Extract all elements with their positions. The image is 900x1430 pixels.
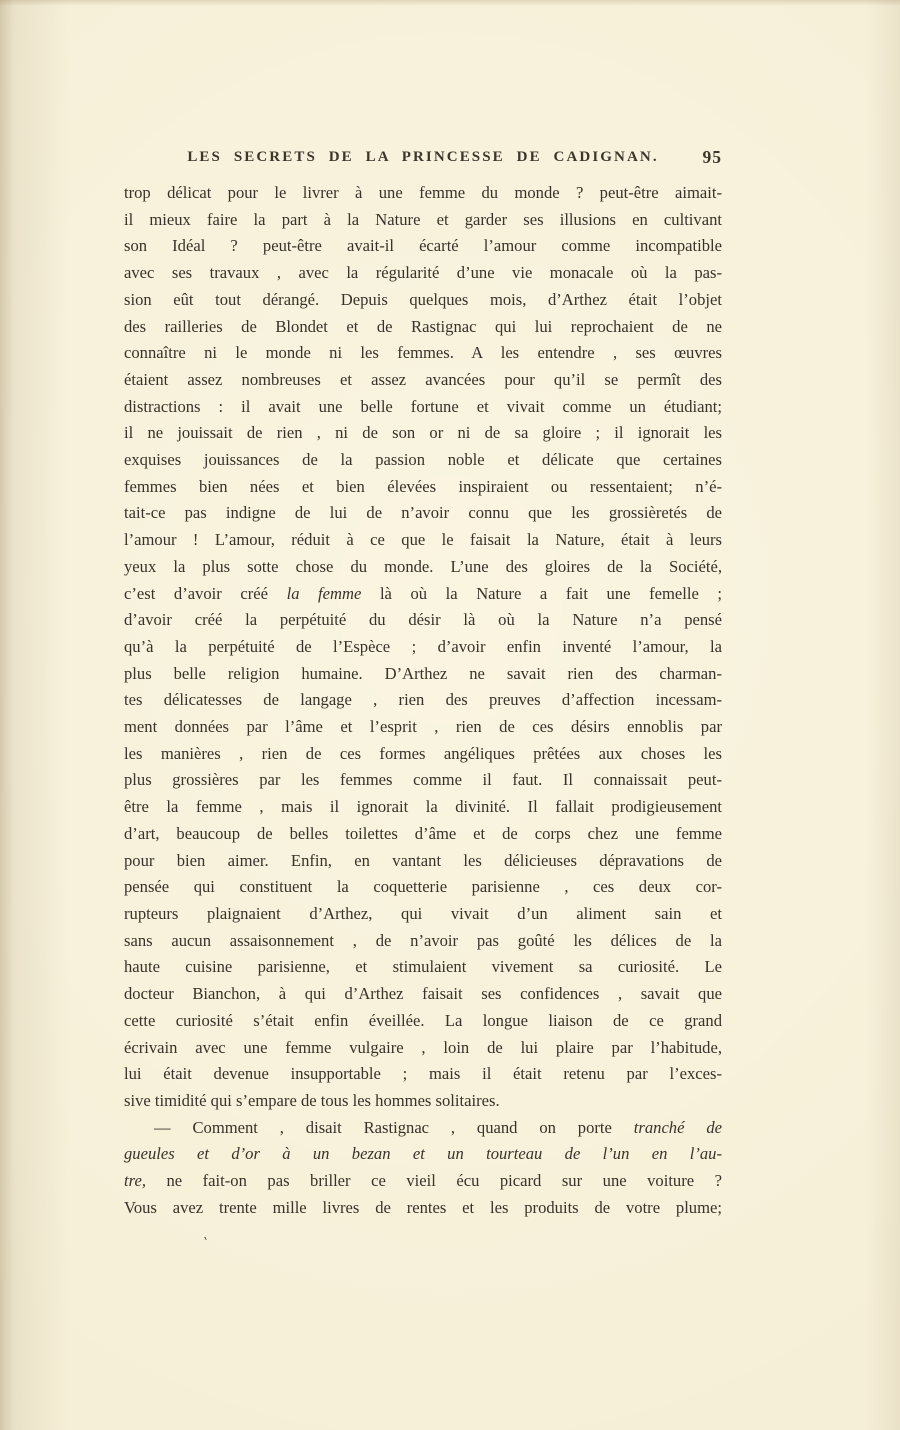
italic-text-segment: tranché de [633, 1117, 722, 1137]
text-segment: tes délicatesses de langage , rien des preuves d’affection incessam- [124, 690, 722, 710]
running-title: LES SECRETS DE LA PRINCESSE DE CADIGNAN. [187, 149, 659, 165]
text-segment: tait-ce pas indigne de lui de n’avoir connu que les grossièretés de [124, 503, 722, 523]
text-line [124, 821, 722, 848]
text-segment: distractions : il avait une belle fortune et vivait comme un étudiant; [124, 396, 722, 416]
text-line [124, 1008, 722, 1035]
text-segment: pensée qui constituent la coquetterie parisienne , ces deux cor- [124, 877, 722, 897]
text-line [124, 1141, 722, 1168]
text-line [124, 447, 722, 474]
text-line [124, 767, 722, 794]
text-line [124, 741, 722, 768]
text-segment: pour bien aimer. Enfin, en vantant les délicieuses dépravations de [124, 850, 722, 870]
text-line [124, 794, 722, 821]
text-segment: femmes bien nées et bien élevées inspiraient ou ressentaient; n’é- [124, 476, 722, 496]
text-line [124, 1195, 722, 1222]
text-segment: il mieux faire la part à la Nature et garder ses illusions en cultivant [124, 209, 722, 229]
text-line [124, 848, 722, 875]
text-segment: — Comment , disait Rastignac , quand on porte [154, 1117, 634, 1137]
text-segment: haute cuisine parisienne, et stimulaient vivement sa curiosité. Le [124, 957, 722, 977]
text-line [124, 928, 722, 955]
text-segment: trop délicat pour le livrer à une femme du monde ? peut-être aimait- [124, 183, 722, 202]
text-line [124, 954, 722, 981]
text-segment: l’amour ! L’amour, réduit à ce que le faisait la Nature, était à leurs [124, 530, 722, 550]
text-line [124, 500, 722, 527]
text-segment: lui était devenue insupportable ; mais il était retenu par l’exces- [124, 1064, 722, 1084]
scan-artifact: ‵ [201, 1235, 208, 1253]
page-header [124, 149, 722, 171]
text-segment: ne fait-on pas briller ce vieil écu picard sur une voiture ? [145, 1171, 722, 1191]
text-segment: yeux la plus sotte chose du monde. L’une des gloires de la Société, [124, 556, 722, 576]
text-line [124, 1035, 722, 1062]
text-line [124, 180, 722, 207]
text-line [124, 527, 722, 554]
text-segment: avec ses travaux , avec la régularité d’une vie monacale où la pas- [124, 263, 722, 283]
text-line [124, 981, 722, 1008]
text-line [124, 1115, 722, 1142]
text-segment: Vous avez trente mille livres de rentes et les produits de votre plume; [124, 1197, 722, 1217]
text-segment: d’art, beaucoup de belles toilettes d’âme et de corps chez une femme [124, 823, 722, 843]
text-line [124, 874, 722, 901]
text-segment: écrivain avec une femme vulgaire , loin de lui plaire par l’habitude, [124, 1037, 722, 1057]
text-segment: connaître ni le monde ni les femmes. A les entendre , ses œuvres [124, 343, 722, 363]
text-segment: il ne jouissait de rien , ni de son or ni de sa gloire ; il ignorait les [124, 423, 722, 443]
text-line [124, 314, 722, 341]
text-segment: étaient assez nombreuses et assez avancées pour qu’il se permît des [124, 369, 722, 389]
text-line [124, 687, 722, 714]
text-segment: des railleries de Blondet et de Rastignac qui lui reprochaient de ne [124, 316, 722, 336]
text-segment: plus grossières par les femmes comme il faut. Il connaissait peut- [124, 770, 722, 790]
text-line [124, 581, 722, 608]
text-block [124, 180, 722, 1221]
text-line [124, 634, 722, 661]
text-segment: exquises jouissances de la passion noble et délicate que certaines [124, 450, 722, 470]
text-line [124, 420, 722, 447]
text-line [124, 367, 722, 394]
page-number: 95 [702, 147, 722, 167]
text-segment: docteur Bianchon, à qui d’Arthez faisait ses confidences , savait que [124, 984, 722, 1004]
text-segment: rupteurs plaignaient d’Arthez, qui vivait d’un aliment sain et [124, 903, 722, 923]
text-segment: cette curiosité s’était enfin éveillée. La longue liaison de ce grand [124, 1010, 722, 1030]
text-segment: les manières , rien de ces formes angéliques prêtées aux choses les [124, 743, 722, 763]
text-line [124, 287, 722, 314]
italic-text-segment: la femme [286, 583, 362, 603]
text-line [124, 1088, 722, 1115]
text-line [124, 1168, 722, 1195]
italic-text-segment: tre, [124, 1171, 146, 1191]
text-segment: plus belle religion humaine. D’Arthez ne savait rien des charman- [124, 663, 722, 683]
text-line [124, 474, 722, 501]
text-line [124, 260, 722, 287]
text-line [124, 901, 722, 928]
text-line [124, 554, 722, 581]
text-line [124, 661, 722, 688]
text-line [124, 233, 722, 260]
text-segment: son Idéal ? peut-être avait-il écarté l’amour comme incompatible [124, 236, 722, 256]
text-line [124, 607, 722, 634]
text-segment: là où la Nature a fait une femelle ; [361, 583, 722, 603]
text-segment: qu’à la perpétuité de l’Espèce ; d’avoir enfin inventé l’amour, la [124, 636, 722, 656]
text-line [124, 394, 722, 421]
text-line [124, 340, 722, 367]
text-line [124, 714, 722, 741]
text-segment: sive timidité qui s’empare de tous les hommes solitaires. [124, 1090, 500, 1110]
text-segment: sion eût tout dérangé. Depuis quelques mois, d’Arthez était l’objet [124, 289, 722, 309]
text-segment: c’est d’avoir créé [124, 583, 287, 603]
text-line [124, 1061, 722, 1088]
text-segment: ment données par l’âme et l’esprit , rien de ces désirs ennoblis par [124, 717, 722, 737]
text-segment: sans aucun assaisonnement , de n’avoir pas goûté les délices de la [124, 930, 722, 950]
text-line [124, 207, 722, 234]
italic-text-segment: gueules et d’or à un bezan et un tourteau de l’un en l’au- [124, 1144, 722, 1164]
text-segment: d’avoir créé la perpétuité du désir là où la Nature n’a pensé [124, 610, 722, 630]
text-segment: être la femme , mais il ignorait la divinité. Il fallait prodigieusement [124, 797, 722, 817]
